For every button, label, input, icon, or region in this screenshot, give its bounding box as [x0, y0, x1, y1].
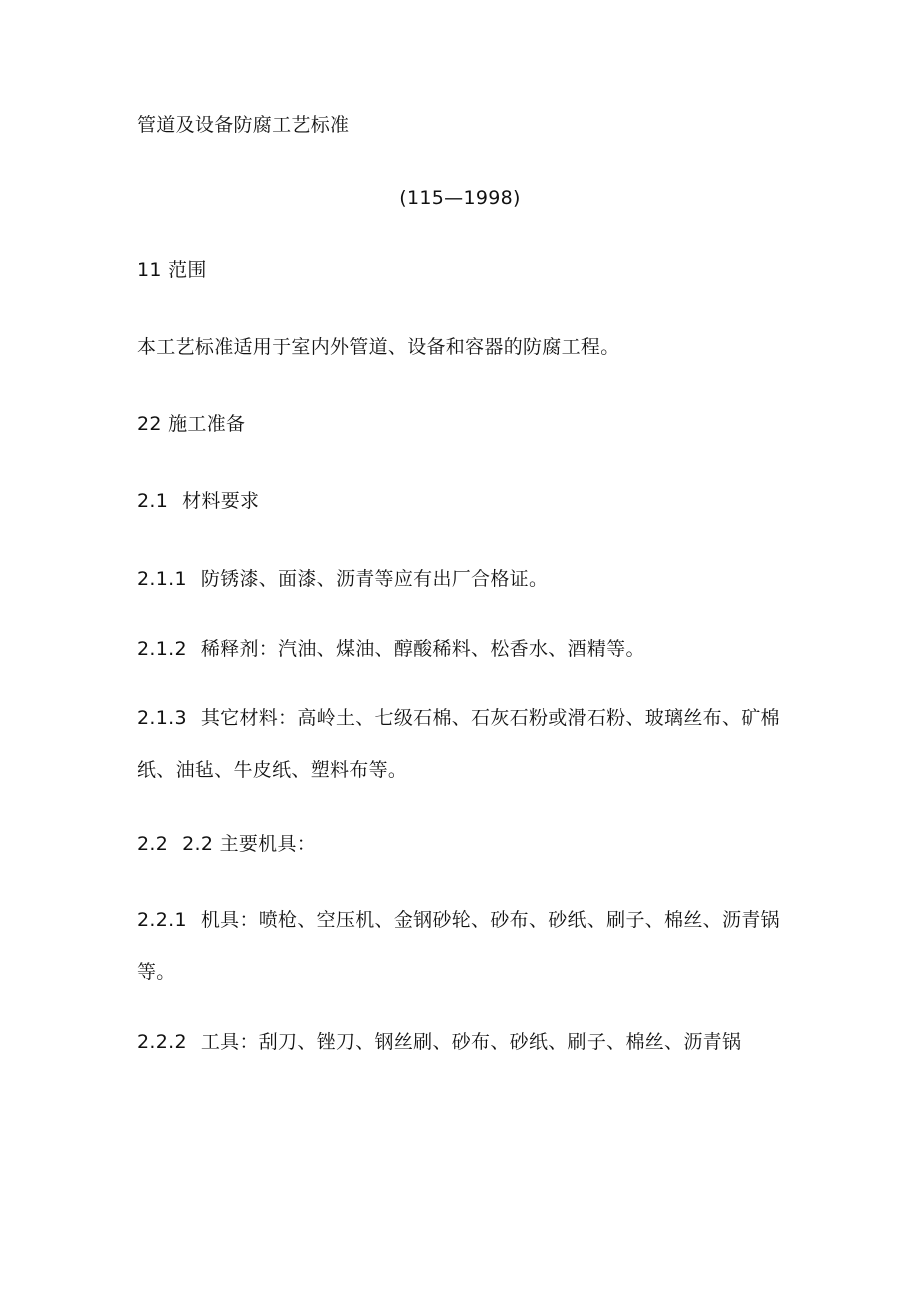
item-2-2-1 — [137, 894, 797, 998]
item-number: 2.1.2 — [137, 638, 187, 660]
section-heading-preparation: 22 施工准备 — [137, 413, 246, 435]
standard-code: (115—1998) — [399, 187, 521, 209]
item-2-1-1 — [137, 566, 548, 592]
subsection-text: 2.2 主要机具： — [182, 833, 317, 855]
item-text: 防锈漆、面漆、沥青等应有出厂合格证。 — [200, 568, 549, 590]
item-text: 工具：刮刀、锉刀、钢丝刷、砂布、砂纸、刷子、棉丝、沥青锅 — [200, 1031, 742, 1053]
item-text: 稀释剂：汽油、煤油、醇酸稀料、松香水、酒精等。 — [200, 638, 645, 660]
scope-paragraph: 本工艺标准适用于室内外管道、设备和容器的防腐工程。 — [137, 336, 620, 358]
item-number: 2.1.1 — [137, 568, 187, 590]
subsection-main-tools — [137, 831, 316, 857]
section-heading-scope: 11 范围 — [137, 259, 207, 281]
subsection-text: 材料要求 — [182, 490, 260, 512]
item-text: 机具：喷枪、空压机、金钢砂轮、砂布、砂纸、刷子、棉丝、沥青锅等。 — [137, 909, 780, 983]
item-number: 2.1.3 — [137, 707, 187, 729]
item-2-2-2 — [137, 1029, 741, 1055]
item-text: 其它材料：高岭土、七级石棉、石灰石粉或滑石粉、玻璃丝布、矿棉纸、油毡、牛皮纸、塑料布等。 — [137, 707, 780, 781]
item-number: 2.2.1 — [137, 909, 187, 931]
item-2-1-3 — [137, 692, 797, 796]
document-title: 管道及设备防腐工艺标准 — [137, 114, 350, 136]
subsection-number: 2.1 — [137, 490, 169, 512]
subsection-number: 2.2 — [137, 833, 169, 855]
item-number: 2.2.2 — [137, 1031, 187, 1053]
subsection-materials — [137, 488, 259, 514]
item-2-1-2 — [137, 636, 645, 662]
